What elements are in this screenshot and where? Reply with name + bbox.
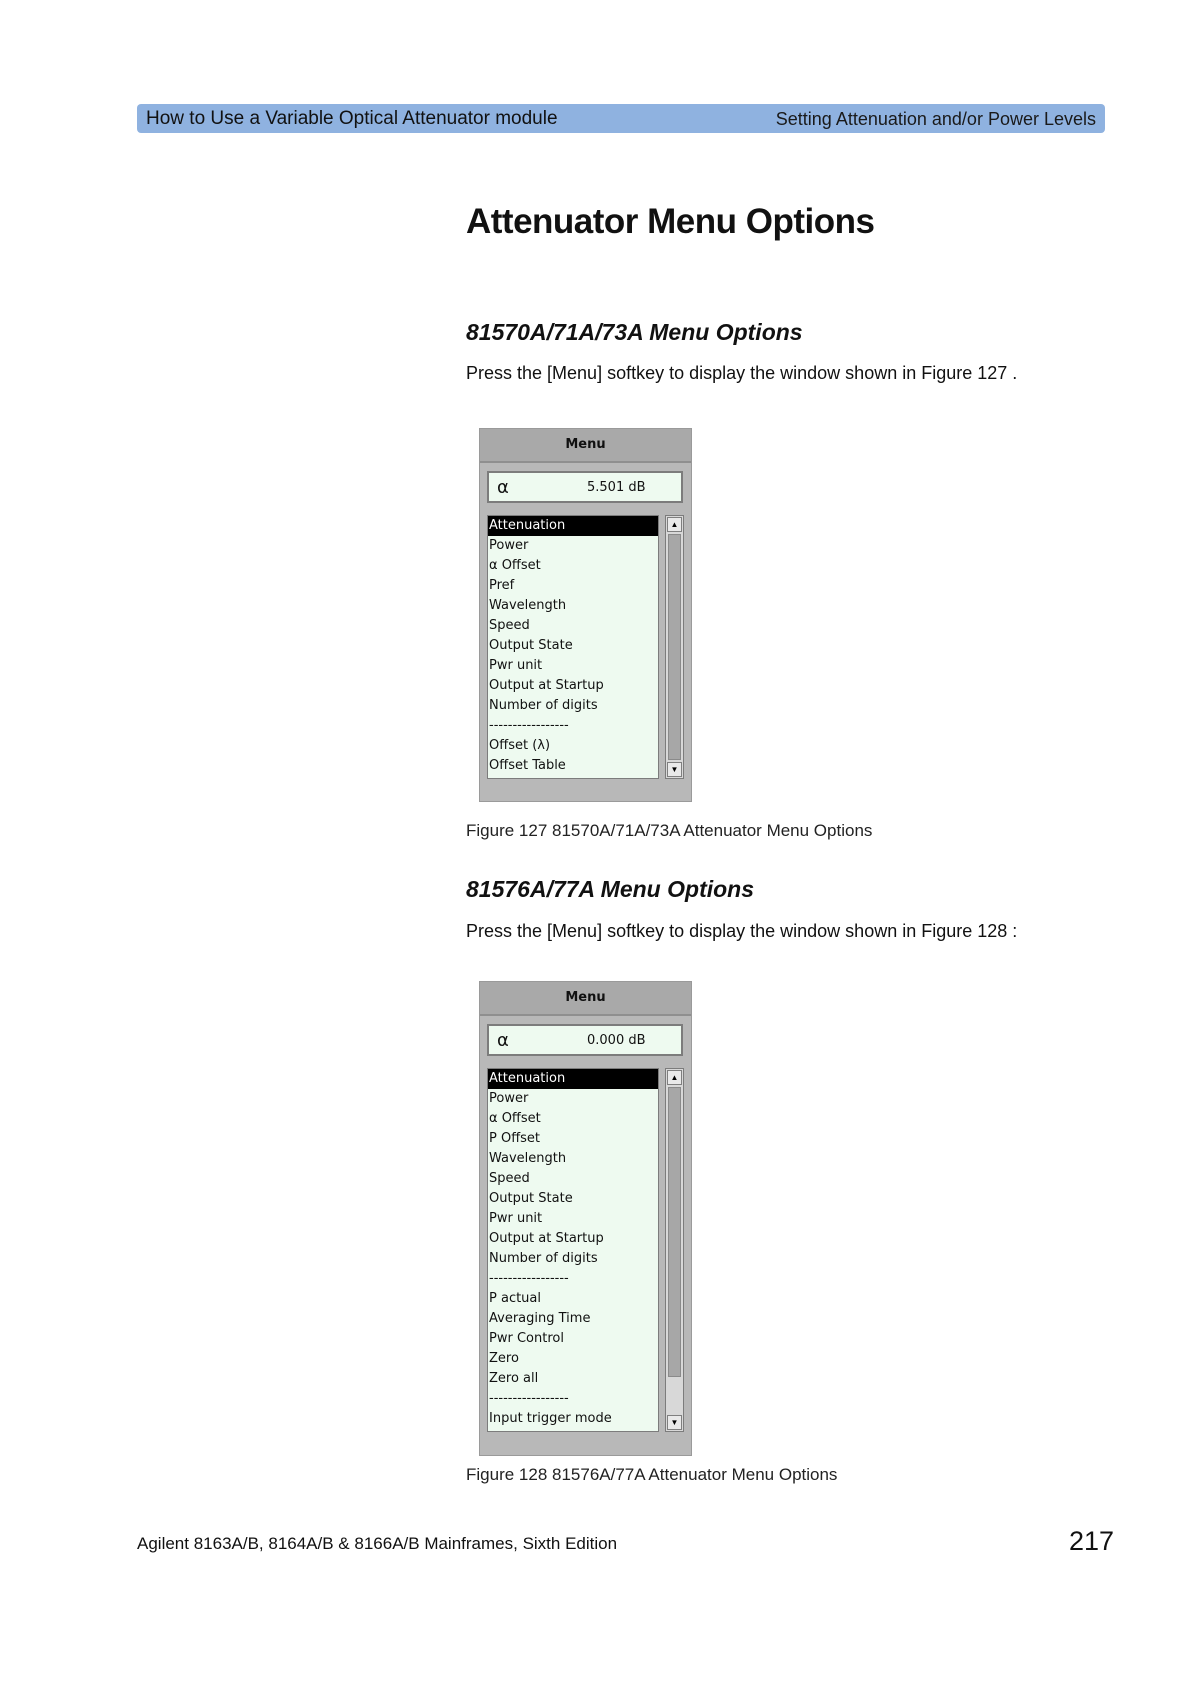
menu-item-attenuation[interactable]: Attenuation bbox=[488, 516, 658, 536]
menu-separator: ----------------- bbox=[489, 1391, 569, 1406]
section-text-81570a: Press the [Menu] softkey to display the window shown in Figure 127 . bbox=[466, 363, 1018, 383]
menu-item-pwr-control[interactable]: Pwr Control bbox=[489, 1331, 564, 1346]
menu-options-list bbox=[487, 515, 659, 779]
menu-item-number-of-digits[interactable]: Number of digits bbox=[489, 698, 598, 713]
scroll-down-arrow-icon[interactable]: ▼ bbox=[667, 762, 682, 777]
scroll-down-arrow-icon[interactable]: ▼ bbox=[667, 1415, 682, 1430]
page-number: 217 bbox=[1069, 1526, 1115, 1556]
menu-scrollbar[interactable] bbox=[665, 1068, 684, 1432]
section-heading-81570a: 81570A/71A/73A Menu Options bbox=[466, 319, 803, 345]
menu-item-number-of-digits[interactable]: Number of digits bbox=[489, 1251, 598, 1266]
menu-item-wavelength[interactable]: Wavelength bbox=[489, 598, 567, 613]
menu-item-offset-lambda[interactable]: Offset (λ) bbox=[489, 738, 551, 753]
menu-options-list bbox=[487, 1068, 659, 1432]
page-title: Attenuator Menu Options bbox=[466, 202, 875, 241]
menu-item-alpha-offset[interactable]: α Offset bbox=[489, 1111, 541, 1126]
header-chapter-title: How to Use a Variable Optical Attenuator module bbox=[146, 108, 558, 129]
section-text-81576a: Press the [Menu] softkey to display the window shown in Figure 128 : bbox=[466, 921, 1018, 941]
alpha-symbol: α bbox=[497, 477, 509, 498]
menu-title: Menu bbox=[480, 982, 691, 1016]
menu-item-p-actual[interactable]: P actual bbox=[489, 1291, 541, 1306]
menu-item-pwr-unit[interactable]: Pwr unit bbox=[489, 1211, 543, 1226]
menu-item-power[interactable]: Power bbox=[489, 538, 529, 553]
scroll-up-arrow-icon[interactable]: ▲ bbox=[667, 517, 682, 532]
menu-item-zero-all[interactable]: Zero all bbox=[489, 1371, 539, 1386]
scroll-thumb[interactable] bbox=[668, 1087, 681, 1377]
menu-item-zero[interactable]: Zero bbox=[489, 1351, 519, 1366]
menu-item-p-offset[interactable]: P Offset bbox=[489, 1131, 541, 1146]
attenuation-value-display bbox=[487, 1024, 683, 1056]
scroll-thumb[interactable] bbox=[668, 534, 681, 760]
menu-item-output-at-startup[interactable]: Output at Startup bbox=[489, 678, 604, 693]
figure-caption-128: Figure 128 81576A/77A Attenuator Menu Options bbox=[466, 1465, 838, 1484]
alpha-symbol: α bbox=[497, 1030, 509, 1051]
attenuation-value-display bbox=[487, 471, 683, 503]
menu-separator: ----------------- bbox=[489, 1271, 569, 1286]
header-section-title: Setting Attenuation and/or Power Levels bbox=[775, 109, 1096, 129]
menu-title: Menu bbox=[480, 429, 691, 463]
footer-document-title: Agilent 8163A/B, 8164A/B & 8166A/B Mainframes, Sixth Edition bbox=[137, 1534, 618, 1553]
menu-item-attenuation[interactable]: Attenuation bbox=[488, 1069, 658, 1089]
menu-item-output-at-startup[interactable]: Output at Startup bbox=[489, 1231, 604, 1246]
menu-item-output-state[interactable]: Output State bbox=[489, 638, 573, 653]
menu-item-speed[interactable]: Speed bbox=[489, 1171, 530, 1186]
menu-item-pref[interactable]: Pref bbox=[489, 578, 515, 593]
attenuation-value: 0.000 dB bbox=[587, 1033, 646, 1048]
menu-separator: ----------------- bbox=[489, 718, 569, 733]
menu-item-pwr-unit[interactable]: Pwr unit bbox=[489, 658, 543, 673]
section-heading-81576a: 81576A/77A Menu Options bbox=[466, 876, 755, 902]
menu-item-wavelength[interactable]: Wavelength bbox=[489, 1151, 567, 1166]
menu-item-power[interactable]: Power bbox=[489, 1091, 529, 1106]
menu-window-81576a bbox=[479, 981, 692, 1456]
menu-item-speed[interactable]: Speed bbox=[489, 618, 530, 633]
running-header-bar bbox=[137, 104, 1105, 133]
attenuation-value: 5.501 dB bbox=[587, 480, 646, 495]
menu-scrollbar[interactable] bbox=[665, 515, 684, 779]
figure-caption-127: Figure 127 81570A/71A/73A Attenuator Menu Options bbox=[466, 821, 873, 840]
menu-item-offset-table[interactable]: Offset Table bbox=[489, 758, 566, 773]
menu-item-averaging-time[interactable]: Averaging Time bbox=[489, 1311, 591, 1326]
menu-item-output-state[interactable]: Output State bbox=[489, 1191, 573, 1206]
scroll-up-arrow-icon[interactable]: ▲ bbox=[667, 1070, 682, 1085]
menu-window-81570a bbox=[479, 428, 692, 802]
menu-item-alpha-offset[interactable]: α Offset bbox=[489, 558, 541, 573]
menu-item-input-trigger-mode[interactable]: Input trigger mode bbox=[489, 1411, 612, 1426]
